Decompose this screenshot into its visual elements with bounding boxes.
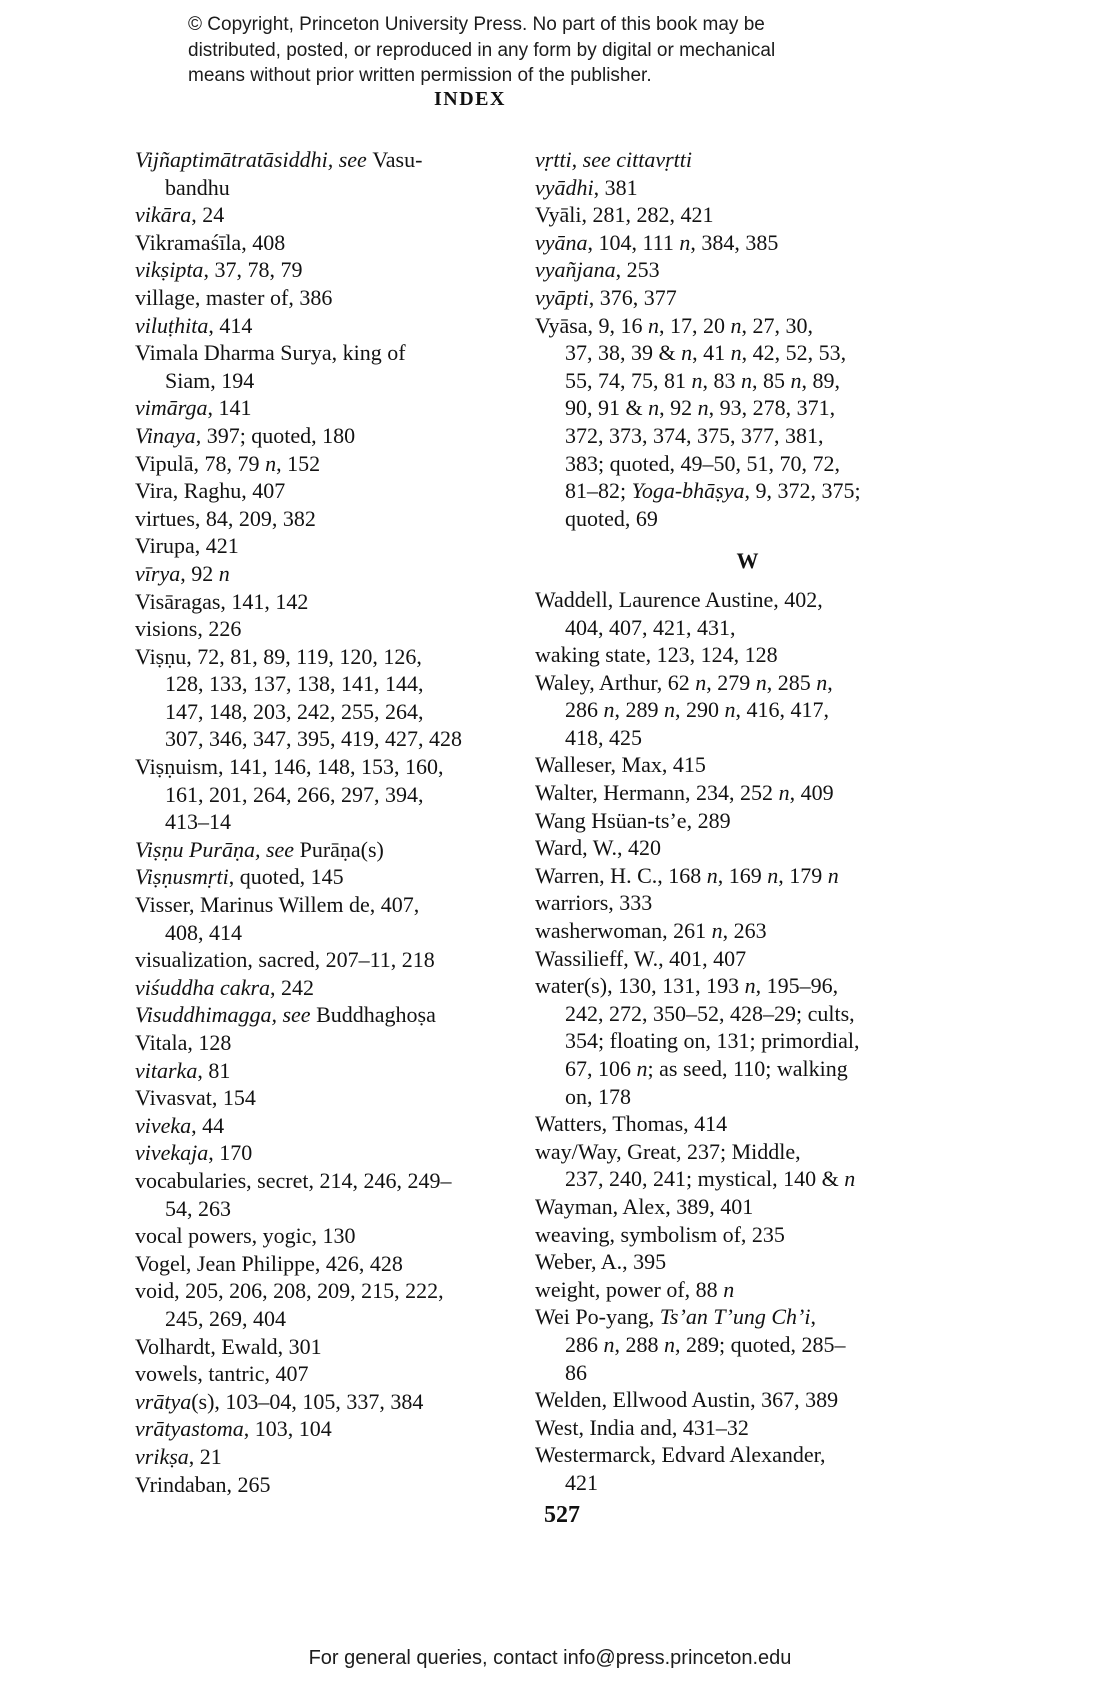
entry-text-run: n: [778, 780, 790, 806]
entry-text-run: waking state, 123, 124, 128: [535, 642, 778, 668]
index-title: INDEX: [434, 88, 506, 110]
entry-text-run: ; as seed, 110; walking: [647, 1056, 848, 1081]
index-entry: [135, 229, 535, 257]
index-entry: [135, 1222, 535, 1250]
entry-text-run: 37, 38, 39 &: [565, 340, 682, 366]
entry-text-run: , 414: [208, 312, 253, 338]
section-heading-w: W: [736, 548, 759, 574]
entry-text-run: , 242: [270, 974, 315, 1000]
entry-text-run: void, 205, 206, 208, 209, 215, 222,: [135, 1278, 444, 1304]
entry-text-run: Weber, A., 395: [535, 1249, 667, 1275]
index-entry: [535, 229, 1020, 257]
entry-text-run: Vrindaban, 265: [135, 1471, 271, 1497]
entry-text-run: Vyāsa, 9, 16: [535, 312, 649, 338]
entry-text-run: 307, 346, 347, 395, 419, 427, 428: [165, 726, 462, 752]
entry-text-run: quoted, 69: [565, 505, 658, 531]
entry-text-run: , 263: [722, 918, 767, 944]
index-entry: [135, 1112, 535, 1140]
index-entry: [135, 560, 535, 588]
index-entry: [135, 146, 535, 201]
entry-text-run: n: [844, 1166, 856, 1192]
index-entry: [535, 834, 1020, 862]
entry-text-run: Viṣṇu, 72, 81, 89, 119, 120, 126,: [135, 643, 422, 669]
entry-text-run: Ts’an T’ung Ch’i: [659, 1304, 811, 1330]
index-entry: [535, 889, 1020, 917]
entry-text-run: ,: [810, 1304, 816, 1330]
entry-text-run: , 169: [717, 862, 768, 888]
entry-text-run: , 85: [752, 367, 791, 393]
entry-text-run: 81–82;: [565, 478, 632, 504]
entry-text-run: vīrya: [135, 560, 181, 586]
copyright-line: distributed, posted, or reproduced in any form by digital or mechanical: [188, 39, 776, 61]
entry-text-run: Wei Po-yang,: [535, 1304, 660, 1330]
entry-text-run: Siam, 194: [165, 367, 255, 393]
entry-text-run: n: [744, 973, 756, 999]
entry-text-run: n: [265, 450, 277, 476]
entry-text-run: , 89,: [801, 367, 840, 393]
entry-text-run: , 21: [188, 1443, 222, 1469]
index-entry: [535, 201, 1020, 229]
entry-text-run: village, master of, 386: [135, 284, 333, 310]
entry-text-run: , 92: [180, 560, 219, 586]
entry-text-run: , 409: [789, 780, 834, 806]
entry-text-run: , 41: [692, 340, 731, 366]
entry-text-run: vyāna: [535, 229, 588, 255]
entry-text-run: , 381: [593, 174, 638, 200]
entry-text-run: , 253: [615, 257, 660, 283]
entry-text-run: , 37, 78, 79: [203, 257, 303, 283]
index-entry: [535, 1221, 1020, 1249]
index-entry: [535, 1441, 1020, 1496]
entry-text-run: n: [741, 367, 752, 393]
entry-text-run: , 81: [197, 1057, 231, 1083]
index-entry: [135, 201, 535, 229]
entry-text-run: visualization, sacred, 207–11, 218: [135, 947, 435, 973]
entry-text-run: , 195–96,: [755, 973, 839, 999]
index-column-left: [135, 146, 535, 1498]
index-entry: [135, 863, 535, 891]
entry-text-run: water(s), 130, 131, 193: [535, 973, 745, 999]
entry-text-run: ,: [827, 669, 833, 695]
entry-text-run: , 290: [675, 697, 725, 723]
entry-text-run: 147, 148, 203, 242, 255, 264,: [165, 698, 424, 724]
entry-text-run: 55, 74, 75, 81: [565, 367, 692, 393]
entry-text-run: 421: [565, 1469, 598, 1495]
entry-text-run: bandhu: [165, 174, 230, 200]
index-entry: [135, 1360, 535, 1388]
entry-text-run: 413–14: [165, 809, 231, 835]
index-entry: [535, 1303, 1020, 1386]
entry-text-run: , 42, 52, 53,: [741, 340, 847, 366]
index-entry: [135, 1029, 535, 1057]
entry-text-run: , 83: [702, 367, 741, 393]
entry-text-run: 408, 414: [165, 919, 242, 945]
index-entry: [535, 917, 1020, 945]
entry-text-run: vṛtti, see cittavṛtti: [535, 147, 693, 172]
index-entry: [135, 1084, 535, 1112]
entry-text-run: vrātya: [135, 1388, 192, 1414]
entry-text-run: , 384, 385: [690, 229, 779, 255]
entry-text-run: Walter, Hermann, 234, 252: [535, 780, 779, 806]
index-entry: [135, 284, 535, 312]
index-entry: [135, 974, 535, 1002]
entry-text-run: 245, 269, 404: [165, 1305, 286, 1331]
entry-text-run: n: [636, 1056, 648, 1081]
entry-text-run: 286: [565, 1331, 604, 1357]
index-entry: [135, 505, 535, 533]
entry-text-run: vitarka: [135, 1057, 198, 1083]
index-entry: [135, 1415, 535, 1443]
entry-text-run: n: [664, 697, 675, 723]
entry-text-run: , 141: [207, 395, 252, 421]
entry-text-run: n: [603, 1331, 615, 1357]
index-entry: [535, 945, 1020, 973]
index-entry: [135, 643, 535, 753]
entry-text-run: Waley, Arthur, 62: [535, 669, 696, 695]
page-number: 527: [544, 1502, 580, 1528]
index-entry: [135, 450, 535, 478]
index-entry: [135, 1388, 535, 1416]
entry-text-run: , quoted, 145: [228, 864, 344, 890]
entry-text-run: Ward, W., 420: [535, 835, 661, 861]
index-entry: [535, 862, 1020, 890]
entry-text-run: 54, 263: [165, 1195, 231, 1221]
entry-text-run: n: [697, 395, 709, 421]
entry-text-run: Vasu-: [372, 147, 423, 172]
entry-text-run: n: [648, 395, 660, 421]
entry-text-run: vyāpti: [535, 284, 589, 310]
entry-text-run: vowels, tantric, 407: [135, 1361, 309, 1387]
entry-text-run: Viṣṇuism, 141, 146, 148, 153, 160,: [135, 754, 444, 780]
entry-text-run: vivekaja: [135, 1140, 209, 1166]
entry-text-run: Viṣṇusmṛti: [135, 864, 229, 890]
index-entry: [135, 1167, 535, 1222]
entry-text-run: n: [706, 862, 718, 888]
index-entry: [535, 1138, 1020, 1193]
index-entry: [135, 1277, 535, 1332]
entry-text-run: Vira, Raghu, 407: [135, 478, 286, 504]
entry-text-run: weaving, symbolism of, 235: [535, 1221, 785, 1247]
entry-text-run: Yoga-bhāṣya: [631, 478, 745, 504]
entry-text-run: vocal powers, yogic, 130: [135, 1223, 356, 1249]
entry-text-run: Purāṇa(s): [299, 836, 384, 862]
index-entry: [135, 422, 535, 450]
index-entry: [535, 1193, 1020, 1221]
entry-text-run: Walleser, Max, 415: [535, 752, 706, 778]
entry-text-run: warriors, 333: [535, 890, 653, 916]
entry-text-run: , 17, 20: [659, 312, 731, 338]
index-entry: [535, 1110, 1020, 1138]
entry-text-run: , 27, 30,: [741, 312, 814, 338]
index-entry: [535, 1386, 1020, 1414]
entry-text-run: 383; quoted, 49–50, 51, 70, 72,: [565, 450, 840, 476]
index-entry: [535, 586, 1020, 641]
entry-text-run: , 397; quoted, 180: [195, 422, 356, 448]
entry-text-run: Vijñaptimātratāsiddhi, see: [135, 147, 373, 172]
entry-text-run: n: [711, 918, 723, 944]
entry-text-run: n: [218, 560, 230, 586]
index-entry: [535, 256, 1020, 284]
index-entry: [135, 588, 535, 616]
entry-text-run: (s), 103–04, 105, 337, 384: [191, 1388, 424, 1414]
index-entry: [535, 669, 1020, 752]
index-entry: [135, 1139, 535, 1167]
index-entry: [535, 807, 1020, 835]
entry-text-run: Visuddhimagga, see: [135, 1002, 317, 1028]
entry-text-run: viveka: [135, 1112, 192, 1138]
entry-text-run: vimārga: [135, 395, 208, 421]
index-entry: [535, 972, 1020, 1110]
index-entry: [535, 751, 1020, 779]
entry-text-run: , 170: [208, 1140, 253, 1166]
entry-text-run: , 93, 278, 371,: [708, 395, 836, 421]
entry-text-run: 90, 91 &: [565, 395, 649, 421]
entry-text-run: Viṣṇu Purāṇa, see: [135, 836, 300, 862]
entry-text-run: , 289; quoted, 285–: [675, 1331, 846, 1357]
entry-text-run: viluṭhita: [135, 312, 209, 338]
entry-text-run: n: [679, 229, 691, 255]
entry-text-run: , 152: [276, 450, 321, 476]
entry-text-run: West, India and, 431–32: [535, 1414, 749, 1440]
copyright-notice: [188, 12, 848, 89]
entry-text-run: way/Way, Great, 237; Middle,: [535, 1138, 801, 1164]
entry-text-run: Waddell, Laurence Austine, 402,: [535, 586, 823, 612]
entry-text-run: Volhardt, Ewald, 301: [135, 1333, 322, 1359]
entry-text-run: washerwoman, 261: [535, 918, 712, 944]
entry-text-run: 86: [565, 1359, 587, 1385]
entry-text-run: n: [664, 1331, 675, 1357]
entry-text-run: , 24: [191, 202, 225, 228]
entry-text-run: 372, 373, 374, 375, 377, 381,: [565, 422, 824, 448]
entry-text-run: n: [730, 340, 742, 366]
index-column-right: [535, 146, 1020, 1497]
index-entry: [535, 146, 1020, 174]
entry-text-run: vyādhi: [535, 174, 594, 200]
index-entry: [135, 1443, 535, 1471]
entry-text-run: 161, 201, 264, 266, 297, 394,: [165, 781, 424, 807]
entry-text-run: Vimala Dharma Surya, king of: [135, 340, 406, 366]
entry-text-run: 237, 240, 241; mystical, 140 &: [565, 1166, 845, 1192]
entry-text-run: , 92: [659, 395, 698, 421]
entry-text-run: on, 178: [565, 1083, 631, 1109]
entry-text-run: , 285: [766, 669, 817, 695]
entry-text-run: n: [603, 697, 615, 723]
entry-text-run: Warren, H. C., 168: [535, 862, 707, 888]
entry-text-run: Buddhaghoṣa: [316, 1002, 436, 1028]
entry-text-run: n: [730, 312, 742, 338]
entry-text-run: 128, 133, 137, 138, 141, 144,: [165, 671, 424, 697]
entry-text-run: vrikṣa: [135, 1443, 189, 1469]
entry-text-run: weight, power of, 88: [535, 1276, 724, 1302]
entry-text-run: Vipulā, 78, 79: [135, 450, 266, 476]
entry-text-run: , 416, 417,: [735, 697, 829, 723]
entry-text-run: Wang Hsüan-ts’e, 289: [535, 807, 731, 833]
index-columns: [135, 146, 1020, 1498]
index-entry: [535, 1276, 1020, 1304]
index-entry: [135, 1471, 535, 1499]
entry-text-run: vikṣipta: [135, 257, 204, 283]
entry-text-run: 418, 425: [565, 724, 642, 750]
entry-text-run: viśuddha cakra: [135, 974, 271, 1000]
entry-text-run: Vinaya: [135, 422, 196, 448]
index-entry: [535, 641, 1020, 669]
entry-text-run: , 9, 372, 375;: [744, 478, 861, 504]
entry-text-run: vrātyastoma: [135, 1416, 244, 1442]
entry-text-run: vocabularies, secret, 214, 246, 249–: [135, 1167, 452, 1193]
index-entry: [135, 615, 535, 643]
entry-text-run: Vyāli, 281, 282, 421: [535, 202, 714, 228]
entry-text-run: , 44: [191, 1112, 225, 1138]
entry-text-run: Welden, Ellwood Austin, 367, 389: [535, 1387, 839, 1413]
entry-text-run: n: [767, 862, 779, 888]
index-entry: [135, 1333, 535, 1361]
entry-text-run: n: [691, 367, 703, 393]
entry-text-run: 404, 407, 421, 431,: [565, 614, 736, 640]
entry-text-run: visions, 226: [135, 616, 242, 642]
entry-text-run: Wassilieff, W., 401, 407: [535, 945, 747, 971]
index-entry: [135, 339, 535, 394]
entry-text-run: n: [790, 367, 802, 393]
entry-text-run: vyañjana: [535, 257, 616, 283]
copyright-line: © Copyright, Princeton University Press. No part of this book may be: [188, 14, 765, 35]
index-entry: [535, 1248, 1020, 1276]
entry-text-run: n: [816, 669, 828, 695]
entry-text-run: n: [724, 697, 736, 723]
entry-text-run: n: [723, 1276, 735, 1302]
index-entry: [535, 312, 1020, 533]
entry-text-run: virtues, 84, 209, 382: [135, 505, 316, 531]
index-entry: [135, 1001, 535, 1029]
copyright-line: means without prior written permission of the publisher.: [188, 65, 652, 87]
footer-contact: For general queries, contact info@press.princeton.edu: [308, 1647, 792, 1669]
entry-text-run: Vitala, 128: [135, 1030, 232, 1055]
entry-text-run: , 179: [778, 862, 828, 888]
entry-text-run: Watters, Thomas, 414: [535, 1111, 728, 1137]
entry-text-run: Visāragas, 141, 142: [135, 588, 309, 614]
index-entry: [135, 836, 535, 864]
index-entry: [135, 1057, 535, 1085]
index-entry: [535, 1414, 1020, 1442]
entry-text-run: Visser, Marinus Willem de, 407,: [135, 892, 420, 918]
index-entry: [135, 256, 535, 284]
index-entry: [135, 532, 535, 560]
entry-text-run: vikāra: [135, 202, 192, 228]
entry-text-run: n: [755, 669, 767, 695]
entry-text-run: 67, 106: [565, 1056, 637, 1081]
index-entry: [135, 753, 535, 836]
entry-text-run: Vikramaśīla, 408: [135, 229, 286, 255]
index-entry: [135, 1250, 535, 1278]
entry-text-run: , 288: [614, 1331, 664, 1357]
entry-text-run: 354; floating on, 131; primordial,: [565, 1028, 860, 1054]
entry-text-run: 242, 272, 350–52, 428–29; cults,: [565, 1000, 855, 1026]
entry-text-run: , 279: [706, 669, 756, 695]
entry-text-run: Westermarck, Edvard Alexander,: [535, 1442, 826, 1468]
entry-text-run: Virupa, 421: [135, 533, 239, 559]
index-entry: [135, 946, 535, 974]
entry-text-run: Vivasvat, 154: [135, 1085, 256, 1111]
index-entry: [135, 891, 535, 946]
entry-text-run: Vogel, Jean Philippe, 426, 428: [135, 1250, 403, 1276]
entry-text-run: n: [695, 669, 707, 695]
index-entry: [535, 174, 1020, 202]
index-entry: [535, 779, 1020, 807]
entry-text-run: n: [827, 862, 839, 888]
index-entry: [135, 394, 535, 422]
entry-text-run: n: [681, 340, 693, 366]
entry-text-run: , 104, 111: [587, 229, 680, 255]
entry-text-run: n: [648, 312, 660, 338]
entry-text-run: Wayman, Alex, 389, 401: [535, 1193, 754, 1219]
entry-text-run: , 376, 377: [588, 284, 677, 310]
entry-text-run: , 289: [614, 697, 664, 723]
entry-text-run: , 103, 104: [243, 1416, 332, 1442]
index-entry: [535, 284, 1020, 312]
entry-text-run: 286: [565, 697, 604, 723]
index-entry: [135, 477, 535, 505]
index-entry: [135, 312, 535, 340]
